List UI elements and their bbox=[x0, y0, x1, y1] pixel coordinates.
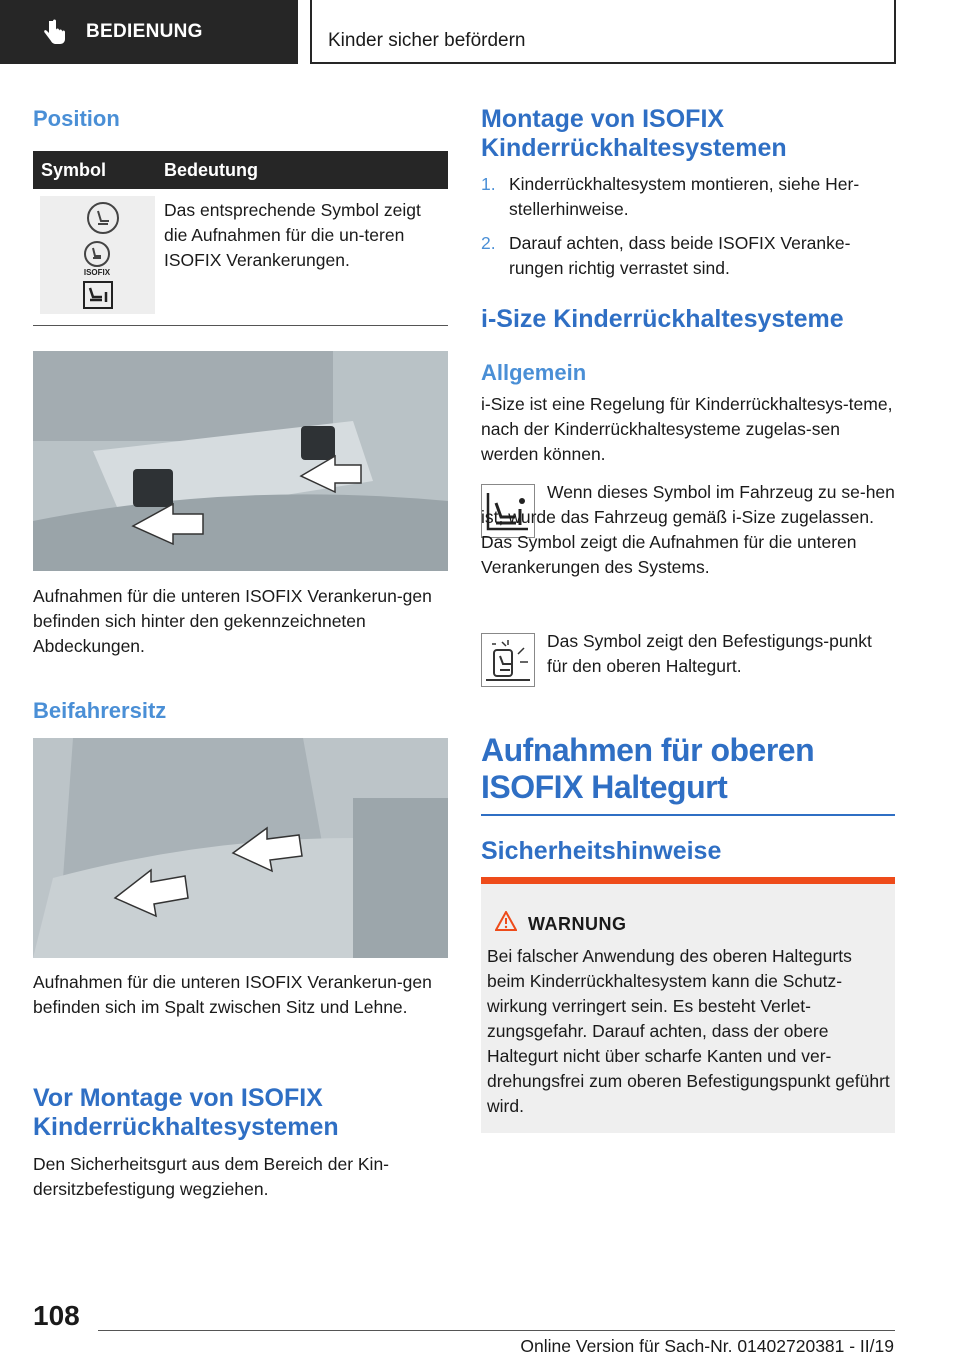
rear-seat-photo bbox=[33, 351, 448, 571]
mount-heading: Montage von ISOFIX Kinderrückhaltesystemen bbox=[481, 105, 787, 162]
online-version: Online Version für Sach-Nr. 01402720381 - II/19 bbox=[520, 1336, 894, 1356]
section-tab bbox=[0, 0, 298, 64]
tether-anchor-icon bbox=[481, 633, 535, 687]
warning-icon bbox=[495, 911, 517, 931]
page-number: 108 bbox=[33, 1300, 80, 1331]
passenger-heading: Beifahrersitz bbox=[33, 698, 167, 723]
section-label: BEDIENUNG bbox=[86, 21, 203, 42]
position-heading: Position bbox=[33, 106, 120, 131]
footer-divider bbox=[98, 1330, 895, 1331]
isize-symbol-text: Wenn dieses Symbol im Fahrzeug zu se-hen ist, wurde das Fahrzeug gemäß i-Size zugelassen. Das Symbol zeigt die Aufnahmen für die unteren Verankerungen des Systems. bbox=[481, 482, 895, 577]
warning-box bbox=[481, 877, 895, 1133]
warning-title: WARNUNG bbox=[528, 914, 627, 934]
general-text: i-Size ist eine Regelung für Kinderrückhaltesys-teme, nach der Kinderrückhaltesysteme zugelas-sen werden können. bbox=[481, 394, 893, 464]
isofix-symbols-cell bbox=[40, 196, 155, 314]
chapter-tab bbox=[310, 0, 896, 64]
photo1-caption: Aufnahmen für die unteren ISOFIX Verankerun-gen befinden sich hinter den gekennzeichneten Abdeckungen. bbox=[33, 586, 432, 656]
isofix-seat-icon bbox=[40, 196, 155, 314]
photo2-caption: Aufnahmen für die unteren ISOFIX Verankerun-gen befinden sich im Spalt zwischen Sitz und Lehne. bbox=[33, 972, 432, 1017]
table-header bbox=[33, 151, 448, 189]
isofix-label: ISOFIX bbox=[83, 268, 111, 277]
before-text: Den Sicherheitsgurt aus dem Bereich der Kin-dersitzbefestigung wegziehen. bbox=[33, 1154, 390, 1199]
mount-steps bbox=[481, 172, 895, 281]
col-meaning: Bedeutung bbox=[164, 160, 258, 180]
list-item: 1. Kinderrückhaltesystem montieren, siehe Her-stellerhinweise. bbox=[481, 174, 860, 219]
safety-heading: Sicherheitshinweise bbox=[481, 837, 722, 865]
general-heading: Allgemein bbox=[481, 360, 587, 385]
before-heading: Vor Montage von ISOFIX Kinderrückhaltesystemen bbox=[33, 1084, 339, 1141]
col-symbol: Symbol bbox=[41, 160, 107, 180]
tether-symbol-text: Das Symbol zeigt den Befestigungs-punkt für den oberen Haltegurt. bbox=[547, 631, 872, 676]
upper-tether-heading: Aufnahmen für oberen ISOFIX Haltegurt bbox=[481, 732, 895, 816]
list-item: 2. Darauf achten, dass beide ISOFIX Veranke-rungen richtig verrastet sind. bbox=[481, 233, 851, 278]
isize-heading: i-Size Kinderrückhaltesysteme bbox=[481, 305, 844, 333]
hand-pointer-icon bbox=[44, 19, 66, 45]
warning-text: Bei falscher Anwendung des oberen Haltegurts beim Kinderrückhaltesystem kann die Schutz-wirkung verringert sein. Es besteht Verlet-zungsgefahr. Darauf achten, dass der obere Haltegurt nicht über scharfe Kanten und ver-drehungsfrei zum oberen Befestigungspunkt geführt wird. bbox=[487, 946, 890, 1116]
chapter-label: Kinder sicher befördern bbox=[328, 30, 526, 51]
table-divider bbox=[33, 325, 448, 326]
passenger-seat-photo bbox=[33, 738, 448, 958]
table-row-text: Das entsprechende Symbol zeigt die Aufnahmen für die un-teren ISOFIX Verankerungen. bbox=[164, 200, 421, 270]
